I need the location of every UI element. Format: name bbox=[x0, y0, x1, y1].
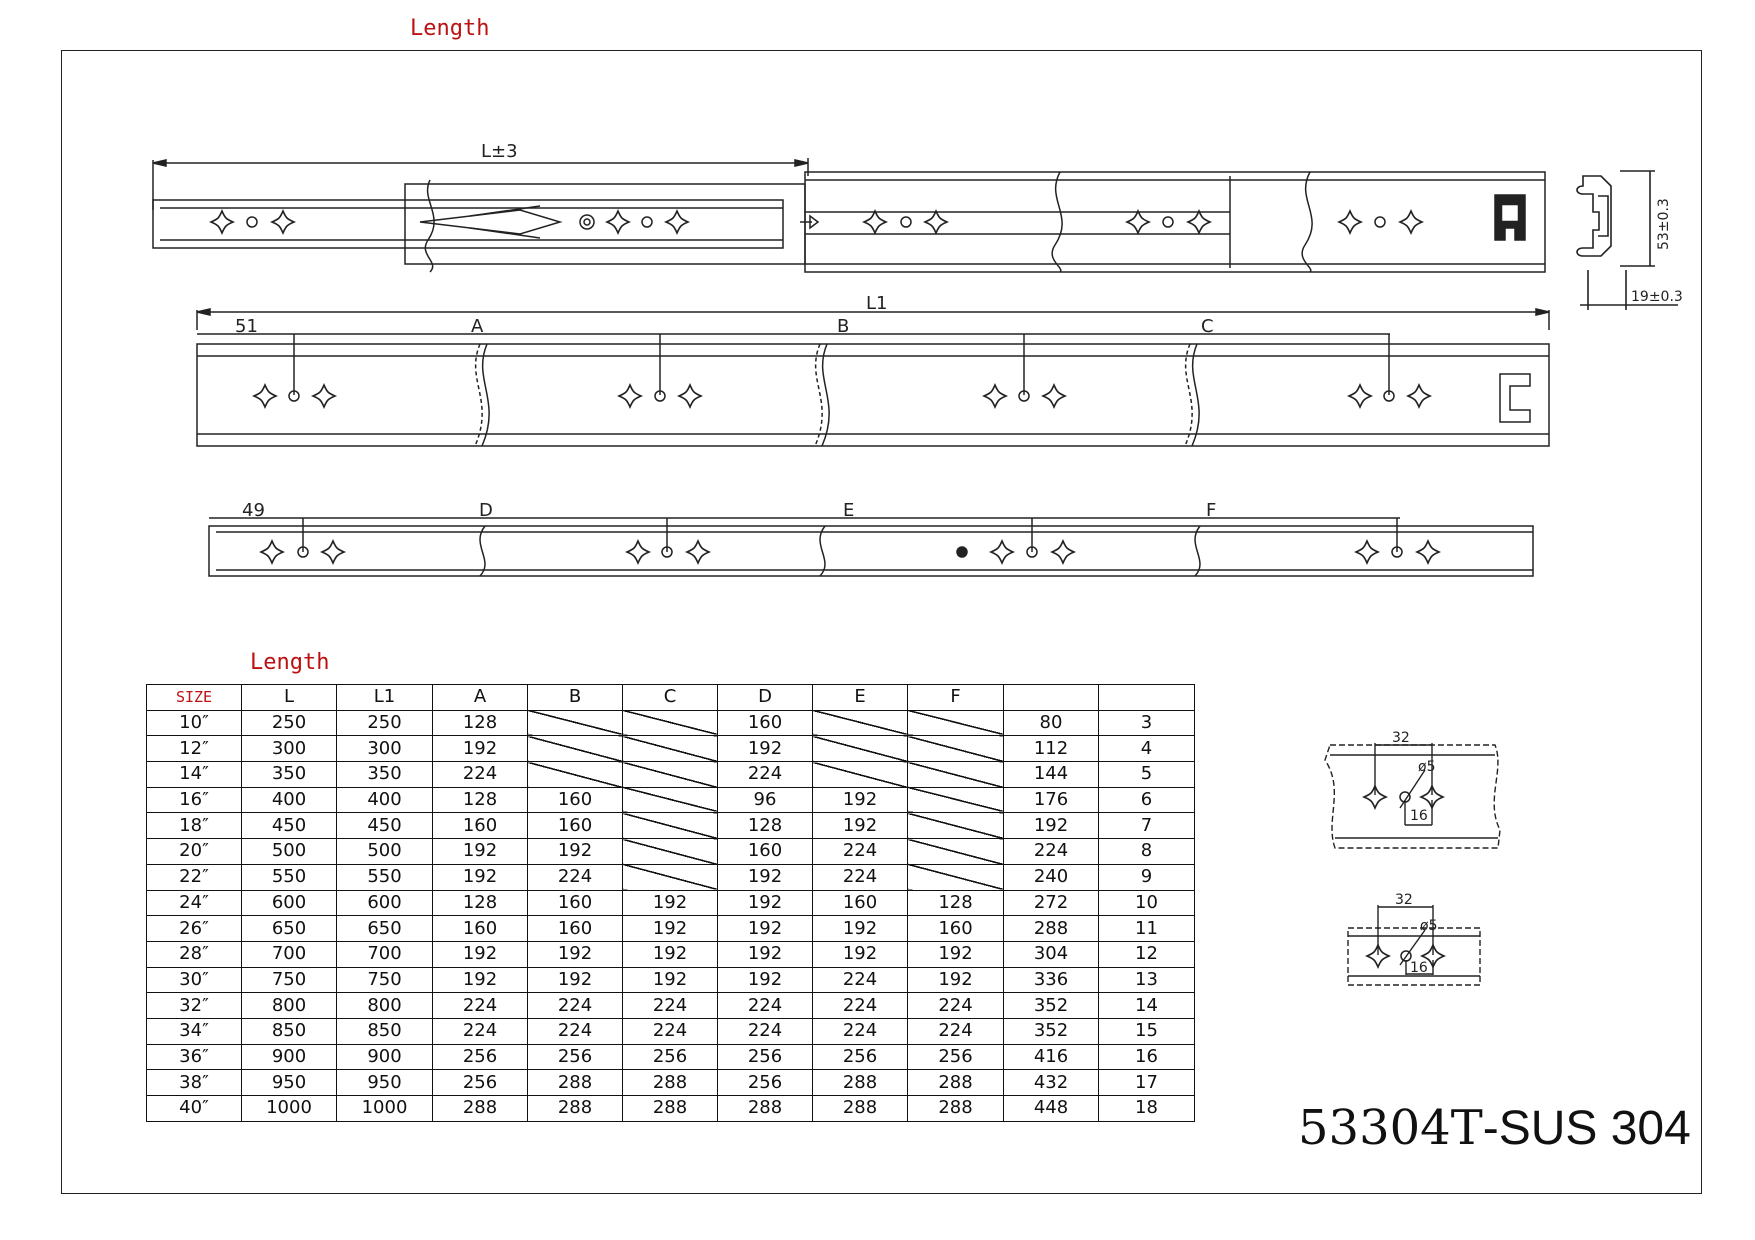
table-cell: 416 bbox=[1004, 1044, 1099, 1070]
table-cell: 288 bbox=[623, 1096, 718, 1122]
table-cell: 14 bbox=[1099, 993, 1195, 1019]
table-cell: 304 bbox=[1004, 941, 1099, 967]
table-cell: 128 bbox=[908, 890, 1004, 916]
col-size: SIZE bbox=[147, 685, 242, 711]
table-cell: 192 bbox=[908, 941, 1004, 967]
table-cell: 224 bbox=[433, 993, 528, 1019]
table-cell: 1000 bbox=[242, 1096, 337, 1122]
table-cell: 160 bbox=[528, 916, 623, 942]
table-cell: 250 bbox=[337, 710, 433, 736]
table-cell bbox=[623, 710, 718, 736]
table-cell: 288 bbox=[813, 1096, 908, 1122]
table-cell: 192 bbox=[813, 787, 908, 813]
dim-F-label: F bbox=[1206, 500, 1217, 521]
table-cell bbox=[623, 762, 718, 788]
table-cell: 176 bbox=[1004, 787, 1099, 813]
col-D: D bbox=[718, 685, 813, 711]
size-cell: 26″ bbox=[147, 916, 242, 942]
table-cell: 12 bbox=[1099, 941, 1195, 967]
table-cell: 448 bbox=[1004, 1096, 1099, 1122]
model-material: -SUS 304 bbox=[1482, 1102, 1691, 1155]
table-cell: 160 bbox=[528, 813, 623, 839]
table-length-label: Length bbox=[250, 650, 330, 675]
outer-member bbox=[197, 309, 1549, 446]
table-cell: 500 bbox=[242, 839, 337, 865]
table-cell: 160 bbox=[433, 813, 528, 839]
table-cell: 17 bbox=[1099, 1070, 1195, 1096]
col-B: B bbox=[528, 685, 623, 711]
col-A: A bbox=[433, 685, 528, 711]
table-cell bbox=[908, 787, 1004, 813]
table-cell bbox=[528, 762, 623, 788]
table-cell: 192 bbox=[623, 890, 718, 916]
table-cell: 224 bbox=[1004, 839, 1099, 865]
col-F: F bbox=[908, 685, 1004, 711]
inner-member bbox=[209, 518, 1533, 576]
size-cell: 24″ bbox=[147, 890, 242, 916]
table-cell: 288 bbox=[433, 1096, 528, 1122]
table-cell: 192 bbox=[623, 967, 718, 993]
size-cell: 40″ bbox=[147, 1096, 242, 1122]
table-cell bbox=[623, 736, 718, 762]
col-C: C bbox=[623, 685, 718, 711]
table-cell: 350 bbox=[242, 762, 337, 788]
table-cell: 352 bbox=[1004, 1018, 1099, 1044]
rail1-holes bbox=[211, 211, 1422, 233]
table-cell: 650 bbox=[337, 916, 433, 942]
dim-C-label: C bbox=[1201, 316, 1214, 337]
table-cell bbox=[908, 736, 1004, 762]
table-cell: 900 bbox=[242, 1044, 337, 1070]
dim-L1-label: L1 bbox=[866, 293, 888, 314]
table-cell: 800 bbox=[242, 993, 337, 1019]
table-row bbox=[147, 890, 1195, 916]
table-cell: 350 bbox=[337, 762, 433, 788]
table-row bbox=[147, 762, 1195, 788]
table-cell: 3 bbox=[1099, 710, 1195, 736]
table-cell: 4 bbox=[1099, 736, 1195, 762]
table-cell: 336 bbox=[1004, 967, 1099, 993]
table-cell: 250 bbox=[242, 710, 337, 736]
table-cell: 18 bbox=[1099, 1096, 1195, 1122]
table-cell: 192 bbox=[623, 941, 718, 967]
size-cell: 38″ bbox=[147, 1070, 242, 1096]
table-cell: 224 bbox=[908, 1018, 1004, 1044]
size-cell: 32″ bbox=[147, 993, 242, 1019]
dim-49-label: 49 bbox=[242, 500, 265, 521]
table-cell: 192 bbox=[528, 967, 623, 993]
table-cell: 192 bbox=[433, 839, 528, 865]
table-cell: 950 bbox=[337, 1070, 433, 1096]
table-cell: 750 bbox=[337, 967, 433, 993]
table-cell: 272 bbox=[1004, 890, 1099, 916]
table-cell: 192 bbox=[433, 864, 528, 890]
table-cell: 288 bbox=[908, 1096, 1004, 1122]
size-cell: 16″ bbox=[147, 787, 242, 813]
table-cell bbox=[908, 864, 1004, 890]
table-row bbox=[147, 1044, 1195, 1070]
table-cell: 160 bbox=[528, 787, 623, 813]
table-cell: 192 bbox=[433, 941, 528, 967]
table-cell bbox=[528, 736, 623, 762]
model-title bbox=[1298, 1100, 1691, 1156]
table-cell: 192 bbox=[623, 916, 718, 942]
table-cell: 192 bbox=[908, 967, 1004, 993]
table-cell: 16 bbox=[1099, 1044, 1195, 1070]
table-cell: 400 bbox=[337, 787, 433, 813]
table-cell: 224 bbox=[813, 1018, 908, 1044]
top-length-label: Length bbox=[410, 16, 490, 41]
table-cell bbox=[813, 736, 908, 762]
table-cell: 700 bbox=[242, 941, 337, 967]
size-cell: 30″ bbox=[147, 967, 242, 993]
table-cell: 288 bbox=[528, 1096, 623, 1122]
table-cell: 224 bbox=[528, 993, 623, 1019]
table-row bbox=[147, 1018, 1195, 1044]
table-cell: 192 bbox=[813, 916, 908, 942]
table-cell: 224 bbox=[623, 993, 718, 1019]
col-extra-2 bbox=[1099, 685, 1195, 711]
table-cell: 160 bbox=[718, 710, 813, 736]
table-cell: 224 bbox=[718, 762, 813, 788]
dim-E-label: E bbox=[843, 500, 855, 521]
table-cell: 96 bbox=[718, 787, 813, 813]
dim-51-label: 51 bbox=[235, 316, 258, 337]
table-cell: 10 bbox=[1099, 890, 1195, 916]
table-cell: 224 bbox=[718, 1018, 813, 1044]
table-cell: 288 bbox=[813, 1070, 908, 1096]
table-cell: 128 bbox=[718, 813, 813, 839]
size-cell: 28″ bbox=[147, 941, 242, 967]
table-cell: 7 bbox=[1099, 813, 1195, 839]
size-spec-table bbox=[146, 684, 1195, 1122]
table-cell: 112 bbox=[1004, 736, 1099, 762]
size-cell: 34″ bbox=[147, 1018, 242, 1044]
dim-D-label: D bbox=[479, 500, 493, 521]
table-row bbox=[147, 967, 1195, 993]
table-cell: 1000 bbox=[337, 1096, 433, 1122]
table-cell: 288 bbox=[908, 1070, 1004, 1096]
table-cell: 256 bbox=[433, 1070, 528, 1096]
table-cell: 400 bbox=[242, 787, 337, 813]
rail2-holes bbox=[254, 385, 1430, 407]
table-cell: 256 bbox=[718, 1044, 813, 1070]
table-cell: 160 bbox=[528, 890, 623, 916]
table-cell: 15 bbox=[1099, 1018, 1195, 1044]
table-cell bbox=[908, 762, 1004, 788]
table-row bbox=[147, 1070, 1195, 1096]
table-cell bbox=[908, 813, 1004, 839]
table-cell: 9 bbox=[1099, 864, 1195, 890]
table-row bbox=[147, 839, 1195, 865]
table-cell: 850 bbox=[242, 1018, 337, 1044]
table-cell: 192 bbox=[718, 864, 813, 890]
table-cell: 500 bbox=[337, 839, 433, 865]
table-cell: 128 bbox=[433, 787, 528, 813]
table-header-row bbox=[147, 685, 1195, 711]
size-cell: 14″ bbox=[147, 762, 242, 788]
table-cell: 192 bbox=[718, 736, 813, 762]
table-cell: 128 bbox=[433, 710, 528, 736]
table-cell: 160 bbox=[433, 916, 528, 942]
table-cell: 288 bbox=[1004, 916, 1099, 942]
table-cell: 224 bbox=[718, 993, 813, 1019]
table-cell: 6 bbox=[1099, 787, 1195, 813]
detail-view-top bbox=[1325, 743, 1500, 848]
table-cell: 8 bbox=[1099, 839, 1195, 865]
table-row bbox=[147, 710, 1195, 736]
table-cell: 80 bbox=[1004, 710, 1099, 736]
table-row bbox=[147, 916, 1195, 942]
table-cell bbox=[623, 787, 718, 813]
table-cell: 850 bbox=[337, 1018, 433, 1044]
table-cell: 288 bbox=[718, 1096, 813, 1122]
table-cell: 224 bbox=[813, 864, 908, 890]
table-cell: 192 bbox=[1004, 813, 1099, 839]
table-cell: 256 bbox=[623, 1044, 718, 1070]
table-cell bbox=[813, 710, 908, 736]
size-cell: 18″ bbox=[147, 813, 242, 839]
table-row bbox=[147, 813, 1195, 839]
table-cell: 240 bbox=[1004, 864, 1099, 890]
col-L1: L1 bbox=[337, 685, 433, 711]
table-cell: 192 bbox=[718, 967, 813, 993]
size-cell: 20″ bbox=[147, 839, 242, 865]
table-cell: 256 bbox=[718, 1070, 813, 1096]
table-cell: 600 bbox=[337, 890, 433, 916]
assembled-slide bbox=[153, 158, 1545, 272]
table-cell: 300 bbox=[337, 736, 433, 762]
table-cell: 224 bbox=[433, 1018, 528, 1044]
dim-B-label: B bbox=[837, 316, 850, 337]
table-cell: 432 bbox=[1004, 1070, 1099, 1096]
table-cell bbox=[908, 710, 1004, 736]
table-row bbox=[147, 1096, 1195, 1122]
table-cell: 288 bbox=[623, 1070, 718, 1096]
table-cell: 300 bbox=[242, 736, 337, 762]
table-cell bbox=[813, 762, 908, 788]
model-code: 53304T bbox=[1298, 1100, 1483, 1156]
table-row bbox=[147, 736, 1195, 762]
col-E: E bbox=[813, 685, 908, 711]
table-cell: 256 bbox=[433, 1044, 528, 1070]
table-cell: 550 bbox=[337, 864, 433, 890]
size-cell: 36″ bbox=[147, 1044, 242, 1070]
table-cell: 192 bbox=[718, 941, 813, 967]
table-cell bbox=[908, 839, 1004, 865]
table-cell: 192 bbox=[718, 890, 813, 916]
detail-top-32: 32 bbox=[1392, 730, 1410, 746]
dim-A-label: A bbox=[471, 316, 484, 337]
table-cell: 128 bbox=[433, 890, 528, 916]
size-cell: 22″ bbox=[147, 864, 242, 890]
detail-top-16: 16 bbox=[1410, 808, 1428, 824]
table-cell: 192 bbox=[528, 839, 623, 865]
table-cell bbox=[623, 864, 718, 890]
height-dim: 53±0.3 bbox=[1656, 198, 1672, 250]
table-cell: 550 bbox=[242, 864, 337, 890]
table-cell: 224 bbox=[623, 1018, 718, 1044]
table-row bbox=[147, 993, 1195, 1019]
table-cell: 192 bbox=[433, 967, 528, 993]
table-cell: 800 bbox=[337, 993, 433, 1019]
table-cell: 144 bbox=[1004, 762, 1099, 788]
size-cell: 10″ bbox=[147, 710, 242, 736]
table-cell: 192 bbox=[718, 916, 813, 942]
table-cell: 224 bbox=[908, 993, 1004, 1019]
detail-bottom-32: 32 bbox=[1395, 892, 1413, 908]
width-dim: 19±0.3 bbox=[1631, 289, 1683, 305]
table-cell: 224 bbox=[433, 762, 528, 788]
table-row bbox=[147, 941, 1195, 967]
table-cell: 224 bbox=[813, 839, 908, 865]
table-cell: 5 bbox=[1099, 762, 1195, 788]
table-cell: 288 bbox=[528, 1070, 623, 1096]
table-cell: 352 bbox=[1004, 993, 1099, 1019]
table-cell: 224 bbox=[528, 1018, 623, 1044]
table-cell: 160 bbox=[813, 890, 908, 916]
table-cell: 224 bbox=[813, 967, 908, 993]
table-cell: 160 bbox=[908, 916, 1004, 942]
detail-top-phi: ø5 bbox=[1418, 759, 1436, 775]
table-cell: 450 bbox=[242, 813, 337, 839]
table-body bbox=[147, 710, 1195, 1121]
table-cell: 450 bbox=[337, 813, 433, 839]
table-cell: 192 bbox=[433, 736, 528, 762]
table-cell: 192 bbox=[528, 941, 623, 967]
table-cell: 192 bbox=[813, 941, 908, 967]
detail-bottom-16: 16 bbox=[1410, 960, 1428, 976]
table-cell: 256 bbox=[908, 1044, 1004, 1070]
table-cell: 192 bbox=[813, 813, 908, 839]
table-cell bbox=[623, 813, 718, 839]
table-cell: 224 bbox=[528, 864, 623, 890]
table-cell: 224 bbox=[813, 993, 908, 1019]
table-cell: 650 bbox=[242, 916, 337, 942]
size-cell: 12″ bbox=[147, 736, 242, 762]
table-cell: 256 bbox=[528, 1044, 623, 1070]
col-L: L bbox=[242, 685, 337, 711]
table-cell: 256 bbox=[813, 1044, 908, 1070]
table-cell: 11 bbox=[1099, 916, 1195, 942]
rail3-holes bbox=[261, 541, 1439, 563]
table-cell: 950 bbox=[242, 1070, 337, 1096]
table-row bbox=[147, 864, 1195, 890]
dim-L-label: L±3 bbox=[481, 141, 518, 162]
table-cell bbox=[623, 839, 718, 865]
table-cell: 900 bbox=[337, 1044, 433, 1070]
table-cell bbox=[528, 710, 623, 736]
table-cell: 750 bbox=[242, 967, 337, 993]
detail-bottom-phi: ø5 bbox=[1420, 918, 1438, 934]
table-row bbox=[147, 787, 1195, 813]
col-extra-1 bbox=[1004, 685, 1099, 711]
table-cell: 700 bbox=[337, 941, 433, 967]
table-cell: 600 bbox=[242, 890, 337, 916]
table-cell: 13 bbox=[1099, 967, 1195, 993]
table-cell: 160 bbox=[718, 839, 813, 865]
